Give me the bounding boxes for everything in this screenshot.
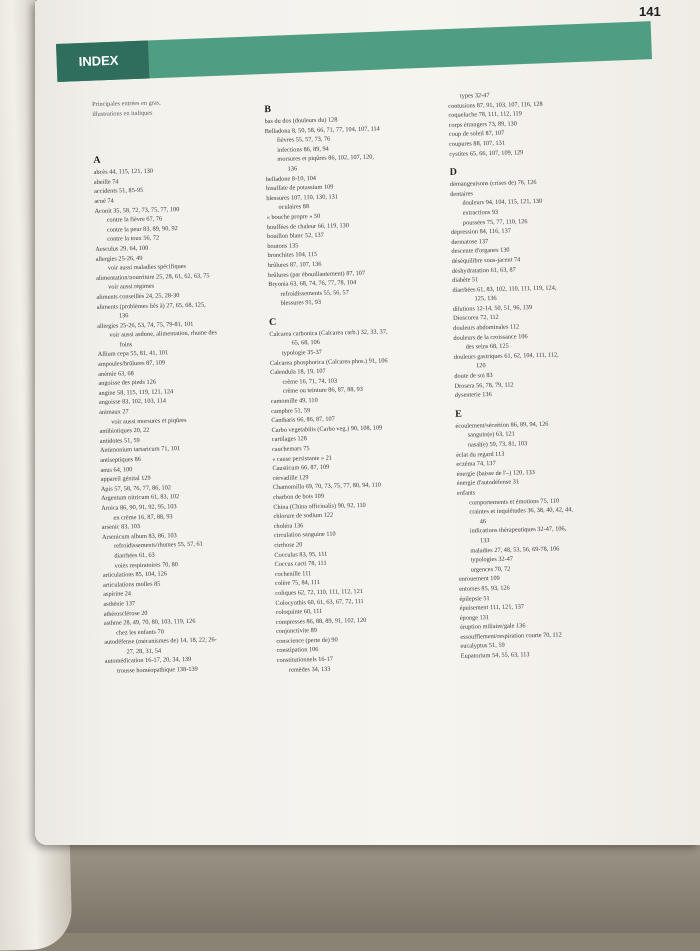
index-entry: asthme 28, 49, 70, 80, 103, 119, 126 <box>103 617 196 627</box>
index-entry: maladies 27, 48, 53, 56, 69-78, 106 <box>470 545 560 555</box>
index-letter-heading: E <box>455 408 463 420</box>
index-entry: camphre 51, 59 <box>271 406 311 415</box>
index-entry: voir aussi régimes <box>108 282 155 291</box>
index-entry: Colocynthis 60, 61, 63, 67, 72, 111 <box>275 597 364 607</box>
index-entry: entorses 85, 93, 126 <box>459 584 510 593</box>
index-entry: extractions 93 <box>462 208 499 217</box>
index-entry: voir aussi morsures et piqûres <box>111 416 187 426</box>
index-entry: enfants <box>456 489 476 497</box>
page-number: 141 <box>639 4 661 19</box>
index-entry: crème 16, 71, 74, 103 <box>282 377 338 386</box>
index-entry: constitutionnels 16-17 <box>276 655 333 665</box>
index-entry: 136 <box>287 165 298 173</box>
index-entry: constipation 106 <box>276 646 319 655</box>
index-entry: bouffées de chaleur 66, 119, 130 <box>266 221 350 231</box>
index-entry: comportements et émotions 75, 110 <box>469 497 560 507</box>
index-entry: Cantharis 66, 86, 87, 107 <box>271 415 335 425</box>
index-entry: écoulement/sécrétion 86, 89, 94, 126 <box>455 420 549 430</box>
index-entry: en crème 16, 87, 88, 93 <box>113 512 173 522</box>
index-entry: nasal(e) 59, 73, 81, 103 <box>467 440 528 449</box>
index-entry: coqueluche 78, 111, 112, 119 <box>448 110 522 120</box>
index-entry: remèdes 34, 133 <box>288 665 331 674</box>
index-entry: doute de soi 83 <box>454 372 493 380</box>
index-entry: douleurs abdominales 112 <box>453 323 520 332</box>
index-entry: cérvadille 129 <box>272 473 309 482</box>
index-entry: voir aussi maladies spécifiques <box>107 263 187 272</box>
index-entry: contre la peur 83, 89, 90, 92 <box>106 224 178 234</box>
index-entry: des seins 68, 125 <box>465 342 509 351</box>
index-entry: « bouche propre » 50 <box>266 212 321 222</box>
index-entry: 125, 136 <box>474 295 497 303</box>
index-entry: angine 58, 115, 119, 121, 124 <box>98 388 174 397</box>
index-entry: Calendula 18, 19, 107 <box>270 368 326 377</box>
index-letter-heading: C <box>268 316 277 328</box>
index-entry: morsures et piqûres 86, 102, 107, 120, <box>277 153 375 164</box>
index-entry: diarrhées 61, 83, 102, 110, 111, 119, 124, <box>452 284 557 294</box>
index-entry: indications thérapeutiques 32-47, 106, <box>469 525 567 535</box>
index-entry: belladone 8-10, 104 <box>265 174 317 183</box>
index-entry: acné 74 <box>94 197 114 205</box>
index-entry: circulation sanguine 110 <box>273 530 336 540</box>
index-entry: douleurs de la croissance 106 <box>453 332 528 342</box>
index-entry: dépression 84, 116, 137 <box>451 227 511 237</box>
index-entry: aspirine 24 <box>103 590 132 599</box>
index-entry: déséquilibre sous-jacent 74 <box>451 256 521 265</box>
index-entry: appareil génital 129 <box>100 474 151 484</box>
index-entry: descente d'organes 130 <box>451 246 510 256</box>
index-entry: déshydratation 61, 63, 87 <box>451 265 516 275</box>
index-entry: essoufflement/respiration courte 70, 112 <box>460 631 562 641</box>
index-entry: chlorure de sodium 122 <box>273 511 334 521</box>
index-entry: coloquinte 60, 111 <box>275 608 323 617</box>
index-entry: éruption miliaire/gale 136 <box>459 622 526 632</box>
column-body <box>448 88 641 662</box>
index-entry: Allium cepa 55, 81, 41, 101 <box>97 349 169 359</box>
index-entry: oculaires 88 <box>278 203 310 212</box>
index-entry: Arsenicum album 83, 86, 103 <box>101 531 177 541</box>
index-entry: voies respiratoires 70, 80 <box>114 560 178 570</box>
index-column-2 <box>264 92 459 675</box>
index-entry: compresses 86, 88, 89, 91, 102, 120 <box>275 616 367 626</box>
index-entry: blessures 107, 110, 130, 131 <box>266 193 338 202</box>
index-entry: alimentation/nourriture 25, 28, 61, 62, 63, 75 <box>95 272 210 282</box>
index-entry: énergie (baisse de l'–) 120, 133 <box>456 468 535 478</box>
index-column-3 <box>448 88 641 662</box>
index-entry: choléra 136 <box>273 522 304 530</box>
index-entry: dilutions 12-14, 50, 51, 96, 139 <box>452 303 533 313</box>
index-letter-heading: D <box>449 166 458 179</box>
index-entry: Coccus cacti 78, 111 <box>274 559 327 569</box>
index-entry: China (China officinalis) 90, 92, 110 <box>273 501 366 511</box>
index-entry: dentaires <box>450 190 474 198</box>
index-entry: démangeaisons (crises de) 76, 126 <box>449 179 537 189</box>
index-entry: aliments (problèmes liés à) 27, 65, 68, 125, <box>96 300 206 311</box>
index-entry: bronchites 104, 115 <box>267 251 318 260</box>
index-entry: brûlures (par ébouillantement) 87, 107 <box>267 269 366 279</box>
index-entry: Dioscorea 72, 112 <box>452 314 499 323</box>
index-entry: brûlures 87, 107, 136 <box>267 260 322 269</box>
index-entry: 136 <box>118 312 129 320</box>
index-entry: Drosera 56, 78, 79, 112 <box>454 381 514 390</box>
index-entry: coup de soleil 87, 107 <box>448 130 505 139</box>
index-entry: charbon de bois 109 <box>272 492 325 501</box>
index-entry: Antimonium tartaricum 71, 101 <box>99 445 181 455</box>
index-entry: boutons 135 <box>267 242 299 250</box>
index-entry: asthénie 137 <box>103 600 136 608</box>
index-entry: autodéfense (mécanismes de) 14, 18, 22, 26- <box>104 636 217 647</box>
index-entry: contusions 87, 91, 103, 107, 116, 128 <box>448 100 543 110</box>
index-entry: antidotes 51, 59 <box>99 436 140 445</box>
index-entry: bouillon blanc 52, 137 <box>267 231 324 241</box>
index-entry: douleurs 94, 104, 115, 121, 130 <box>462 198 543 207</box>
index-entry: eucalyptus 51, 59 <box>460 642 505 651</box>
index-entry: trousse homéopathique 138-139 <box>116 665 198 675</box>
index-entry: énergie d'autodéfense 31 <box>456 478 520 488</box>
index-entry: conjonctivite 89 <box>276 627 317 636</box>
index-entry: « cause persistante » 21 <box>272 454 333 463</box>
index-entry: 133 <box>480 537 490 545</box>
index-entry: poussées 75, 77, 110, 126 <box>462 217 528 227</box>
index-entry: automédication 16-17, 20, 34, 139 <box>104 656 192 666</box>
index-entry: Aesculus 29, 64, 100 <box>95 244 149 253</box>
index-letter-heading: B <box>264 103 272 116</box>
index-entry: abeille 74 <box>93 178 119 186</box>
index-entry: Aconit 35, 58, 72, 73, 75, 77, 100 <box>94 205 180 215</box>
index-entry: anémie 63, 68 <box>98 369 134 378</box>
index-entry: Arnica 86, 90, 91, 92, 95, 103 <box>101 503 177 512</box>
index-column-1 <box>92 96 273 676</box>
index-entry: Eupatorium 54, 55, 63, 113 <box>460 651 530 660</box>
index-intro-note: Principales entrées en gras, illustrations en italiques <box>92 99 161 118</box>
index-entry: voir aussi asthme, alimentation, rhume des <box>109 329 217 339</box>
index-entry: dysenterie 136 <box>454 391 492 400</box>
index-entry: accidents 51, 85-95 <box>94 187 144 196</box>
index-title: INDEX <box>56 40 149 82</box>
index-entry: fièvres 55, 57, 73, 76 <box>276 135 331 145</box>
index-entry: Cocculus 83, 95, 111 <box>274 550 328 559</box>
index-entry: éponge 131 <box>459 613 490 622</box>
index-entry: Belladona 8, 50, 58, 66, 71, 77, 104, 107, 114 <box>264 125 380 135</box>
index-entry: cochenille 111 <box>274 569 312 578</box>
index-entry: épilepsie 51 <box>459 594 490 603</box>
index-entry: Chamomilla 69, 70, 73, 75, 77, 80, 94, 110 <box>272 481 381 492</box>
index-entry: cirrhose 20 <box>274 541 303 549</box>
column-body <box>93 149 273 676</box>
index-entry: allergies 25-26, 49 <box>95 254 143 263</box>
index-entry: foins <box>119 341 133 349</box>
index-content <box>92 88 647 780</box>
index-entry: coupures 88, 107, 131 <box>449 139 505 148</box>
index-entry: urgences 70, 72 <box>470 565 511 574</box>
index-entry: Bryonia 63, 68, 74, 76, 77, 78, 104 <box>268 279 357 289</box>
index-entry: bas du dos (douleurs du) 128 <box>264 116 338 126</box>
index-entry: 27, 28, 31, 54 <box>126 647 162 656</box>
index-entry: contre la fièvre 67, 76 <box>106 215 163 224</box>
index-entry: éclat du regard 113 <box>456 450 505 459</box>
index-entry: épuisement 111, 121, 137 <box>459 603 525 612</box>
index-entry: craintes et inquiétudes 36, 38, 40, 42, 44, <box>469 506 574 516</box>
index-entry: blessures 91, 93 <box>280 299 322 308</box>
index-entry: douleurs gastriques 61, 62, 104, 111, 112, <box>453 351 559 361</box>
index-entry: ampoules/brûlures 87, 109 <box>97 359 166 368</box>
index-entry: contre la toux 56, 72 <box>107 234 160 244</box>
index-entry: articulations 85, 104, 126 <box>102 570 168 580</box>
column-body <box>264 98 459 675</box>
index-entry: refroidissements 55, 56, 57 <box>280 288 349 298</box>
index-entry: Carbo vegetabilis (Carbo veg.) 90, 108, 109 <box>271 424 383 434</box>
index-entry: Calcarea carbonica (Calcarea carb.) 32, 33, 37, <box>269 328 388 338</box>
index-entry: angoisse des pieds 126 <box>98 378 157 388</box>
index-entry: abcès 44, 115, 121, 130 <box>93 167 154 177</box>
index-entry: cauchemars 75 <box>271 445 310 454</box>
index-entry: corps étrangers 73, 89, 130 <box>448 120 517 129</box>
index-entry: 120 <box>476 362 486 370</box>
index-entry: allergies 25-26, 53, 74, 75, 79-81, 101 <box>97 320 194 330</box>
index-entry: 65, 68, 106 <box>291 339 320 348</box>
index-entry: angoisse 83, 102, 103, 114 <box>98 397 167 407</box>
index-entry: athérosclérose 20 <box>103 609 148 618</box>
index-entry: typologies 32-47 <box>470 555 514 564</box>
index-entry: infections 86, 89, 94 <box>277 145 329 154</box>
index-entry: aliments conseillés 24, 25, 28-30 <box>96 291 180 301</box>
index-entry: arsenic 83, 103 <box>101 523 141 532</box>
index-entry: dermatose 137 <box>451 237 489 246</box>
index-entry: anus 64, 100 <box>100 465 133 474</box>
index-entry: Causticum 66, 87, 109 <box>272 463 330 473</box>
index-entry: crème ou teinture 86, 87, 88, 93 <box>282 386 363 396</box>
index-entry: diabète 51 <box>452 276 479 284</box>
index-entry: diarrhées 61, 63 <box>114 551 155 560</box>
index-entry: antiseptiques 86 <box>100 455 141 464</box>
index-entry: camomille 49, 110 <box>270 396 318 406</box>
index-entry: Calcarea phosphorica (Calcarea phos.) 91, 106 <box>269 357 388 367</box>
index-entry: cystites 65, 66, 107, 109, 129 <box>449 148 524 158</box>
index-entry: Apis 57, 58, 76, 77, 86, 102 <box>100 484 172 493</box>
index-entry: enrouement 109 <box>458 575 500 584</box>
index-entry: coliques 62, 72, 110, 111, 112, 121 <box>275 587 364 597</box>
index-letter-heading: A <box>93 155 101 167</box>
index-entry: types 32-47 <box>459 91 490 100</box>
index-entry: bisulfate de potassium 109 <box>265 183 334 193</box>
index-entry: cartilages 128 <box>271 435 307 444</box>
index-entry: colère 75, 84, 111 <box>274 579 320 588</box>
index-entry: sanguin(e) 63, 121 <box>467 430 515 439</box>
index-entry: animaux 27 <box>99 408 129 416</box>
index-entry: eczéma 74, 137 <box>456 460 496 469</box>
index-entry: Argentum nitricum 61, 83, 102 <box>100 493 180 503</box>
index-entry: conscience (perte de) 90 <box>276 636 338 645</box>
index-entry: antibiotiques 20, 22 <box>99 427 150 436</box>
index-entry: chez les enfants 70 <box>116 628 164 637</box>
index-entry: refroidissements/rhumes 55, 57, 61 <box>114 540 203 550</box>
index-entry: 46 <box>479 517 487 526</box>
index-entry: typologie 35-37 <box>281 348 322 357</box>
index-entry: articulations molles 85 <box>102 580 161 589</box>
